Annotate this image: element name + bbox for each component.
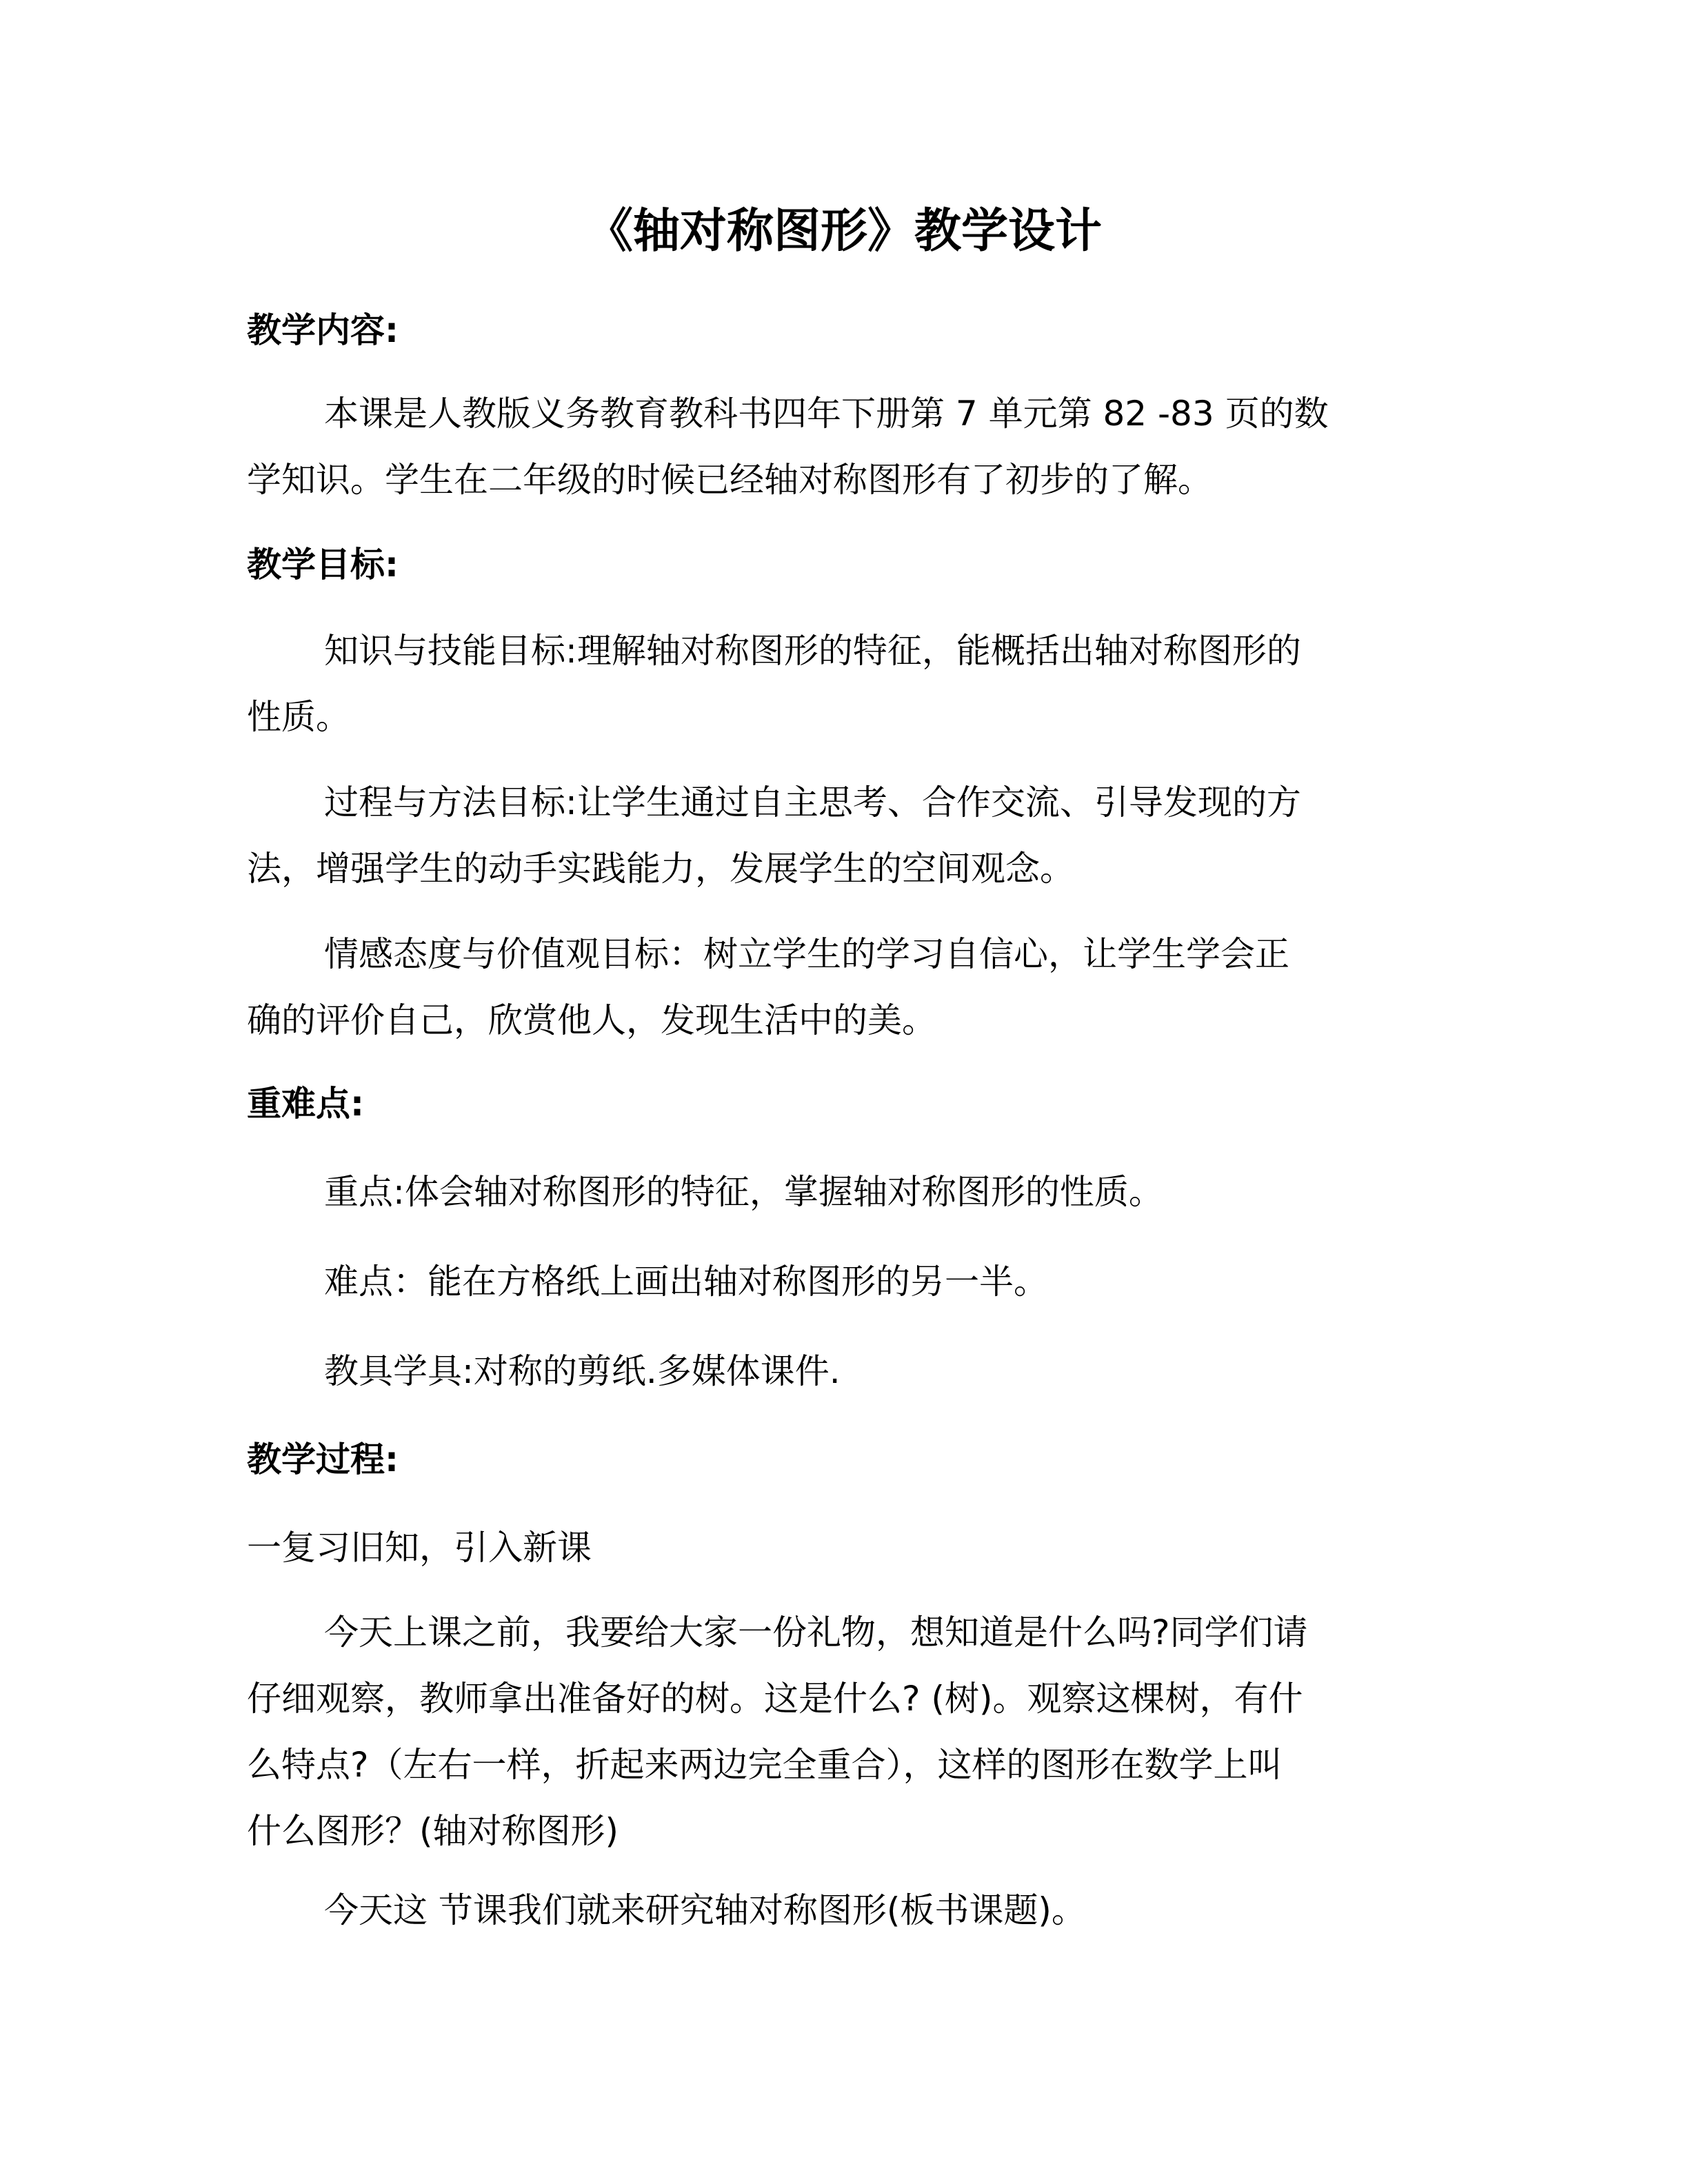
step1-paragraph	[247, 1599, 1429, 1864]
step1-closing-line: 今天这 节课我们就来研究轴对称图形(板书课题)。	[324, 1890, 1086, 1930]
step1-line-3: 么特点?（左右一样，折起来两边完全重合），这样的图形在数学上叫	[247, 1745, 1283, 1785]
content-line-2: 学知识。学生在二年级的时候已经轴对称图形有了初步的了解。	[247, 460, 1212, 500]
step1-line-2: 仔细观察，教师拿出准备好的树。这是什么? (树)。观察这棵树，有什	[247, 1679, 1303, 1719]
objective-knowledge-paragraph	[247, 618, 1429, 750]
teaching-tools-line: 教具学具:对称的剪纸.多媒体课件.	[324, 1351, 841, 1391]
objective-emotion-paragraph	[247, 921, 1429, 1053]
objective-process-paragraph	[247, 769, 1429, 902]
step1-line-1: 今天上课之前，我要给大家一份礼物，想知道是什么吗?同学们请	[324, 1612, 1308, 1652]
section-heading-key-points: 重难点:	[247, 1084, 364, 1124]
section-heading-content: 教学内容:	[247, 310, 399, 350]
objective-process-line-2: 法，增强学生的动手实践能力，发展学生的空间观念。	[247, 849, 1074, 889]
objective-knowledge-line-1: 知识与技能目标:理解轴对称图形的特征，能概括出轴对称图形的	[324, 631, 1301, 671]
section-heading-objectives: 教学目标:	[247, 545, 399, 585]
objective-process-line-1: 过程与方法目标:让学生通过自主思考、合作交流、引导发现的方	[324, 782, 1301, 822]
difficulty-line: 难点：能在方格纸上画出轴对称图形的另一半。	[324, 1262, 1048, 1302]
section-heading-process: 教学过程:	[247, 1439, 399, 1479]
document-title: 《轴对称图形》教学设计	[585, 204, 1102, 259]
objective-emotion-line-2: 确的评价自己，欣赏他人，发现生活中的美。	[247, 1000, 936, 1040]
content-line-1: 本课是人教版义务教育教科书四年下册第 7 单元第 82 -83 页的数	[324, 394, 1329, 434]
step1-line-4: 什么图形？(轴对称图形)	[247, 1811, 619, 1851]
content-paragraph	[247, 381, 1429, 513]
key-point-line: 重点:体会轴对称图形的特征，掌握轴对称图形的性质。	[324, 1172, 1163, 1212]
objective-emotion-line-1: 情感态度与价值观目标：树立学生的学习自信心，让学生学会正	[324, 934, 1289, 974]
objective-knowledge-line-2: 性质。	[247, 697, 350, 737]
step1-title: 一复习旧知，引入新课	[247, 1528, 592, 1568]
